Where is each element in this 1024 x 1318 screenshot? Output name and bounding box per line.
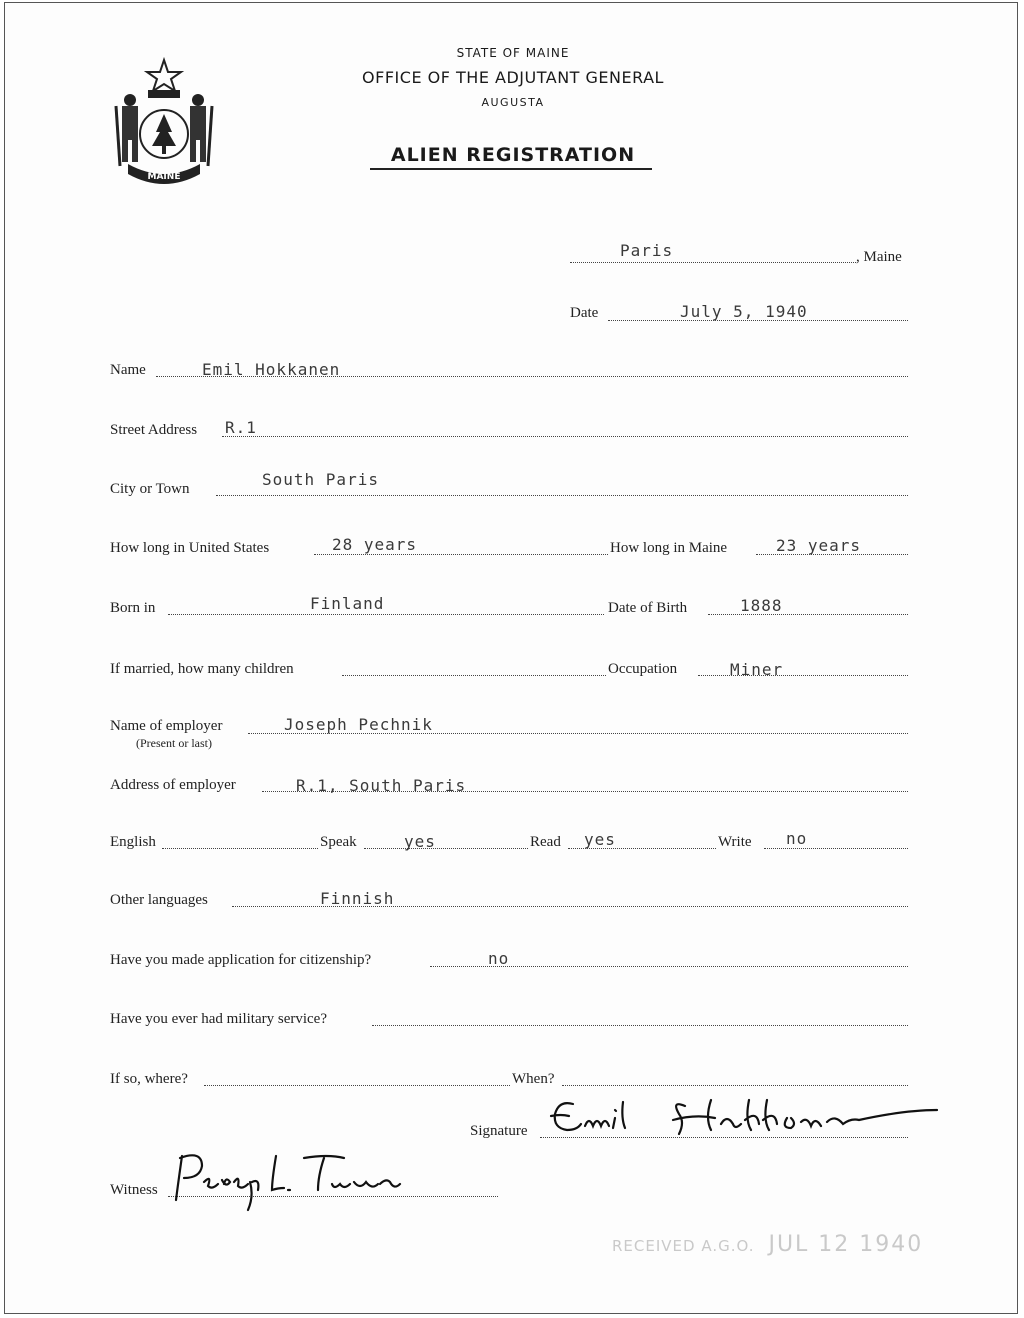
other-languages-value[interactable]: Finnish	[320, 889, 395, 908]
applicant-signature	[545, 1090, 945, 1150]
english-label: English	[110, 834, 156, 850]
witness-signature	[168, 1144, 408, 1216]
city-label: City or Town	[110, 481, 190, 497]
street-value[interactable]: R.1	[225, 418, 257, 437]
street-label: Street Address	[110, 422, 198, 438]
employer-address-value[interactable]: R.1, South Paris	[296, 776, 467, 795]
name-value[interactable]: Emil Hokkanen	[202, 360, 341, 379]
write-line	[764, 848, 908, 849]
location-suffix: , Maine	[856, 249, 902, 265]
employer-value[interactable]: Joseph Pechnik	[284, 715, 433, 734]
state-heading: STATE OF MAINE	[456, 46, 570, 60]
form-title: ALIEN REGISTRATION	[390, 144, 636, 166]
speak-label: Speak	[320, 834, 357, 850]
citizenship-value[interactable]: no	[488, 949, 510, 968]
employer-address-label: Address of employer	[110, 777, 236, 793]
dob-value[interactable]: 1888	[740, 596, 783, 615]
svg-text:MAINE: MAINE	[147, 172, 181, 182]
us-years-label: How long in United States	[110, 540, 270, 556]
maine-years-label: How long in Maine	[610, 540, 728, 556]
read-label: Read	[530, 834, 561, 850]
dob-line	[708, 614, 908, 615]
born-label: Born in	[110, 600, 156, 616]
read-value[interactable]: yes	[584, 830, 616, 849]
speak-line	[364, 848, 528, 849]
employer-label: Name of employer	[110, 718, 223, 734]
us-years-line	[314, 554, 608, 555]
city-line	[216, 495, 908, 496]
where-label: If so, where?	[110, 1071, 188, 1087]
received-stamp	[612, 1232, 923, 1257]
date-label: Date	[570, 305, 599, 321]
born-line	[168, 614, 604, 615]
name-label: Name	[110, 362, 146, 378]
write-label: Write	[718, 834, 752, 850]
children-line	[342, 675, 606, 676]
when-line	[562, 1085, 908, 1086]
other-languages-label: Other languages	[110, 892, 208, 908]
write-value[interactable]: no	[786, 829, 808, 848]
born-value[interactable]: Finland	[310, 594, 385, 613]
occupation-value[interactable]: Miner	[730, 660, 784, 679]
speak-value[interactable]: yes	[404, 832, 436, 851]
stamp-text: RECEIVED A.G.O.	[612, 1237, 755, 1255]
where-line	[204, 1085, 510, 1086]
citizenship-label: Have you made application for citizenship?	[110, 952, 372, 968]
employer-sublabel: (Present or last)	[136, 736, 212, 750]
city-value[interactable]: South Paris	[262, 470, 379, 489]
street-line	[222, 436, 908, 437]
city-heading: AUGUSTA	[481, 96, 545, 109]
location-line	[570, 262, 856, 263]
maine-years-value[interactable]: 23 years	[776, 536, 862, 555]
date-value[interactable]: July 5, 1940	[680, 302, 808, 321]
occupation-label: Occupation	[608, 661, 678, 677]
witness-label: Witness	[110, 1182, 158, 1198]
dob-label: Date of Birth	[608, 600, 688, 616]
stamp-date: JUL 12 1940	[768, 1232, 924, 1257]
when-label: When?	[512, 1071, 555, 1087]
maine-state-seal-icon	[108, 56, 220, 186]
location-value[interactable]: Paris	[620, 241, 674, 260]
us-years-value[interactable]: 28 years	[332, 535, 418, 554]
military-label: Have you ever had military service?	[110, 1011, 327, 1027]
office-heading: OFFICE OF THE ADJUTANT GENERAL	[362, 68, 664, 87]
children-label: If married, how many children	[110, 661, 294, 677]
military-line	[372, 1025, 908, 1026]
english-line	[162, 848, 318, 849]
signature-label: Signature	[470, 1123, 528, 1139]
title-underline	[370, 168, 652, 170]
